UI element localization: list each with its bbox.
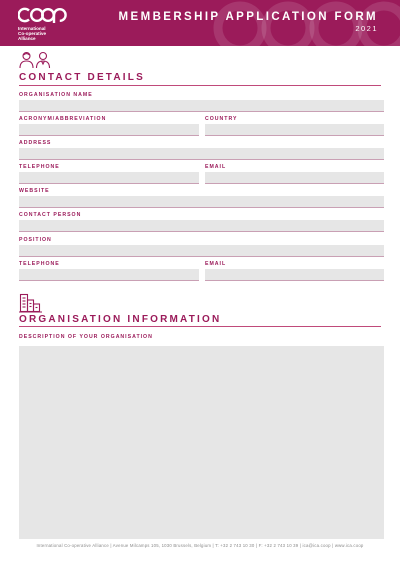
email-2-label: EMAIL (205, 261, 227, 267)
organisation-information-title: ORGANISATION INFORMATION (19, 314, 222, 325)
email-field[interactable] (205, 172, 384, 184)
position-label: POSITION (19, 237, 52, 243)
organisation-name-field[interactable] (19, 100, 384, 112)
telephone-field[interactable] (19, 172, 199, 184)
description-textarea[interactable] (19, 346, 384, 539)
website-label: WEBSITE (19, 188, 50, 194)
coop-logo-icon (18, 5, 68, 25)
section-rule (19, 326, 381, 327)
contact-person-field[interactable] (19, 220, 384, 232)
country-label: COUNTRY (205, 116, 238, 122)
address-label: ADDRESS (19, 140, 52, 146)
buildings-icon (19, 293, 43, 313)
telephone-2-field[interactable] (19, 269, 199, 281)
website-field[interactable] (19, 196, 384, 208)
form-title: MEMBERSHIP APPLICATION FORM (118, 11, 378, 23)
logo-text: International Co-operative Alliance (18, 26, 47, 42)
description-label: DESCRIPTION OF YOUR ORGANISATION (19, 334, 153, 340)
coop-watermark-icon (210, 0, 400, 46)
section-rule (19, 85, 381, 86)
contact-person-label: CONTACT PERSON (19, 212, 82, 218)
ica-logo (18, 5, 74, 42)
acronym-field[interactable] (19, 124, 199, 136)
contact-details-title: CONTACT DETAILS (19, 72, 145, 83)
address-field[interactable] (19, 148, 384, 160)
form-year: 2021 (355, 24, 378, 33)
header-band (0, 0, 400, 46)
people-icon (19, 51, 51, 69)
telephone-2-label: TELEPHONE (19, 261, 60, 267)
organisation-name-label: ORGANISATION NAME (19, 92, 93, 98)
telephone-label: TELEPHONE (19, 164, 60, 170)
position-field[interactable] (19, 245, 384, 257)
acronym-label: ACRONYM/ABBREVIATION (19, 116, 107, 122)
footer-contact-info: International Co-operative Alliance | Avenue Milcamps 105, 1030 Brussels, Belgium | T: +32 2 743 10 30 | F: +32 2 743 10 39 | ica@ica.coop | www.ica.coop (36, 543, 364, 548)
email-2-field[interactable] (205, 269, 384, 281)
country-field[interactable] (205, 124, 384, 136)
email-label: EMAIL (205, 164, 227, 170)
